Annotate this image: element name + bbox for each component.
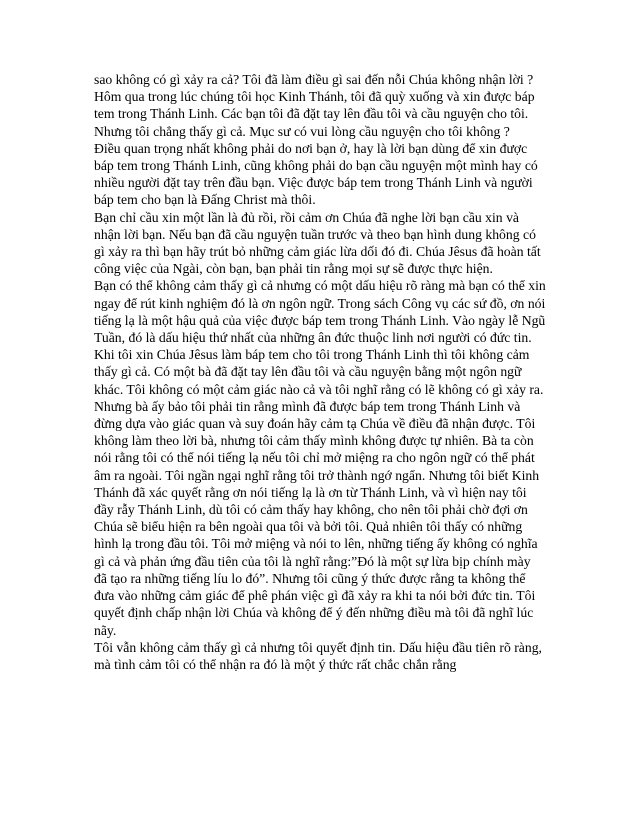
paragraph: Điều quan trọng nhất không phải do nơi bạn ở, hay là lời bạn dùng để xin được báp tem trong Thánh Linh, cũng không phải do bạn cầu nguyện một mình hay có nhiều người đặt tay trên đầu bạn. Việc được báp tem trong Thánh Linh và người báp tem cho bạn là Đấng Christ mà thôi. xyxy=(94,140,538,208)
document-page xyxy=(94,71,546,673)
paragraph: sao không có gì xảy ra cả? Tôi đã làm điều gì sai đến nỗi Chúa không nhận lời ? xyxy=(94,72,534,87)
paragraph: Bạn có thể không cảm thấy gì cả nhưng có một dấu hiệu rõ ràng mà bạn có thể xin ngay để rút kinh nghiệm đó là ơn ngôn ngữ. Trong sách Công vụ các sứ đồ, ơn nói tiếng lạ là một hậu quả của việc được báp tem trong Thánh Linh. Vào ngày lễ Ngũ Tuần, đó là dấu hiệu thứ nhất của những ân đức thuộc linh nơi người có đức tin. xyxy=(94,278,546,346)
paragraph: Tôi vẫn không cảm thấy gì cả nhưng tôi quyết định tin. Dấu hiệu đầu tiên rõ ràng, mà tình cảm tôi có thể nhận ra đó là một ý thức rất chắc chắn rằng xyxy=(94,639,542,672)
paragraph: Bạn chỉ cầu xin một lần là đủ rồi, rồi cảm ơn Chúa đã nghe lời bạn cầu xin và nhận lời bạn. Nếu bạn đã cầu nguyện tuần trước và theo bạn hình dung không có gì xảy ra thì bạn hãy trút bỏ những cảm giác lừa dối đó đi. Chúa Jêsus đã hoàn tất công việc của Ngài, còn bạn, bạn phải tin rằng mọi sự sẽ được thực hiện. xyxy=(94,209,541,277)
paragraph: Hôm qua trong lúc chúng tôi học Kinh Thánh, tôi đã quỳ xuống và xin được báp tem trong Thánh Linh. Các bạn tôi đã đặt tay lên đầu tôi và cầu nguyện cho tôi. Nhưng tôi chẳng thấy gì cả. Mục sư có vui lòng cầu nguyện cho tôi không ? xyxy=(94,89,535,139)
paragraph: Khi tôi xin Chúa Jêsus làm báp tem cho tôi trong Thánh Linh thì tôi không cảm thấy gì cả. Có một bà đã đặt tay lên đầu tôi và cầu nguyện bằng một ngôn ngữ khác. Tôi không có một cảm giác nào cả và tôi nghĩ rằng có lẽ không có gì xảy ra. Nhưng bà ấy bảo tôi phải tin rằng mình đã được báp tem trong Thánh Linh và đừng dựa vào giác quan và suy đoán hãy cảm tạ Chúa về điều đã nhận được. Tôi không làm theo lời bà, nhưng tôi cảm thấy mình không được tự nhiên. Bà ta còn nói rằng tôi có thể nói tiếng lạ nếu tôi chỉ mở miệng ra cho ngôn ngữ có thể phát âm ra ngoài. Tôi ngần ngại nghĩ rằng tôi trở thành ngớ ngẩn. Nhưng tôi biết Kinh Thánh đã xác quyết rằng ơn nói tiếng lạ là ơn từ Thánh Linh, và vì hiện nay tôi đầy rẫy Thánh Linh, dù tôi có cảm thấy hay không, cho nên tôi phải chờ đợi ơn Chúa sẽ biểu hiện ra bên ngoài qua tôi và bởi tôi. Quả nhiên tôi thấy có những hình lạ trong đầu tôi. Tôi mở miệng và nói to lên, những tiếng ấy không có nghĩa gì cả và phản ứng đầu tiên của tôi là nghĩ rằng:”Đó là một sự lừa bịp chính mày đã tạo ra những tiếng líu lo đó”. Nhưng tôi cũng ý thức được rằng ta không thể đưa vào những cảm giác để phê phán việc gì đã xảy ra khi ta nói bởi đức tin. Tôi quyết định chấp nhận lời Chúa và không để ý đến những điều mà tôi đã nghĩ lúc nãy. xyxy=(94,347,544,638)
